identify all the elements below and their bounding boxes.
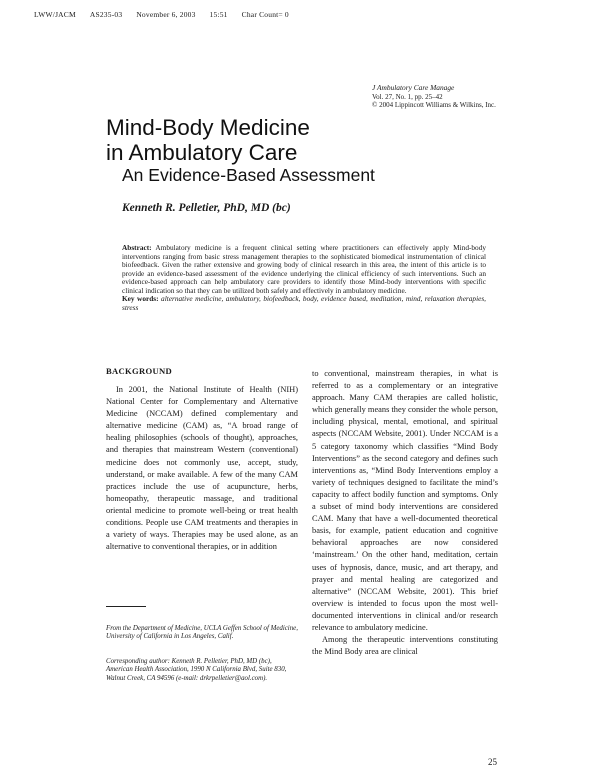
page-number: 25 [488,757,497,767]
footnote-correspondence: Corresponding author: Kenneth R. Pelletier, PhD, MD (bc), American Health Association, 1990 N California Blvd, Suite 830, Walnut Creek, CA 94596 (e-mail: drkrpelletier@aol.com). [106,658,287,682]
body-column-right [312,368,498,658]
header-date: November 6, 2003 [136,10,196,19]
paragraph-continued: to conventional, mainstream therapies, in what is referred to as a complementary or an integrative approach. Many CAM therapies are called holistic, which generally means they consider the whole person, including physical, mental, emotional, and spiritual aspects (NCCAM Website, 2001). Under NCCAM is a 5 category taxonomy which classifies “Mind Body Interventions” as the second category and defines such interventions as, “Mind Body Interventions employ a variety of techniques designed to facilitate the mind’s capacity to affect bodily function and symptoms. Only a subset of mind body interventions are considered CAM. Many that have a well-documented theoretical basis, for example, patient education and cognitive behavioral approaches are now considered ‘mainstream.’ On the other hand, meditation, certain uses of hypnosis, dance, music, and art therapy, and prayer and mental healing are categorized and alternative” (NCCAM Website, 2001). This brief overview is intended to focus upon the most well-documented interventions in clinical and/or research relevance to ambulatory medicine. [312,369,498,632]
keywords-label: Key words: [122,294,159,304]
journal-copyright: © 2004 Lippincott Williams & Wilkins, Inc. [372,101,496,110]
header-code: LWW/JACM [34,10,76,19]
author-byline: Kenneth R. Pelletier, PhD, MD (bc) [122,202,291,214]
section-heading: BACKGROUND [106,366,173,376]
body-column-left [106,384,298,553]
paragraph-next: Among the therapeutic interventions constituting the Mind Body area are clinical [312,635,498,657]
header-char-count: Char Count= 0 [241,10,289,19]
header-doc: AS235-03 [89,10,123,19]
journal-reference [372,84,496,110]
article-subtitle: An Evidence-Based Assessment [122,165,375,185]
running-header [34,10,289,19]
title-line-1: Mind-Body Medicine [106,115,310,140]
abstract-label: Abstract: [122,243,152,252]
journal-name: J Ambulatory Care Manage [372,83,455,92]
journal-volume: Vol. 27, No. 1, pp. 25–42 [372,92,443,101]
title-line-2: in Ambulatory Care [106,140,298,165]
footnote-affiliation: From the Department of Medicine, UCLA Geffen School of Medicine, University of California in Los Angeles, Calif. [106,625,298,641]
footnote-divider [106,606,146,607]
abstract-block [122,244,486,312]
paragraph-intro: In 2001, the National Institute of Health (NIH) National Center for Complementary and Alternative Medicine (NCCAM) defined complementary and alternative medicine (CAM) as, “A broad range of healing philosophies (schools of thought), approaches, and therapies that mainstream Western (conventional) medicine does not commonly use, accept, study, understand, or make available. A few of the many CAM practices include the use of acupuncture, herbs, homeopathy, therapeutic massage, and traditional oriental medicine to promote well-being or treat health conditions. People use CAM treatments and therapies in a variety of ways. Therapies may be used alone, as an alternative to conventional therapies, or in addition [106,385,298,552]
keywords-text: alternative medicine, ambulatory, biofeedback, body, evidence based, meditation, mind, relaxation therapies, stress [122,294,487,312]
article-title [106,115,310,165]
header-time: 15:51 [209,10,228,19]
abstract-text: Ambulatory medicine is a frequent clinical setting where practitioners can effectively apply Mind-body interventions ranging from basic stress management therapies to the sophisticated biomedical instrumentation of clinical biofeedback. Given the rather extensive and growing body of clinical research in this area, the intent of this article is to provide an evidence-based assessment of the evidence underlying the clinical efficiency of such interventions. Such an evidence-based approach can help ambulatory care providers to identify those Mind-body interventions with specific clinical indication so that they can be utilized both safely and effectively in ambulatory medicine. [122,243,486,295]
